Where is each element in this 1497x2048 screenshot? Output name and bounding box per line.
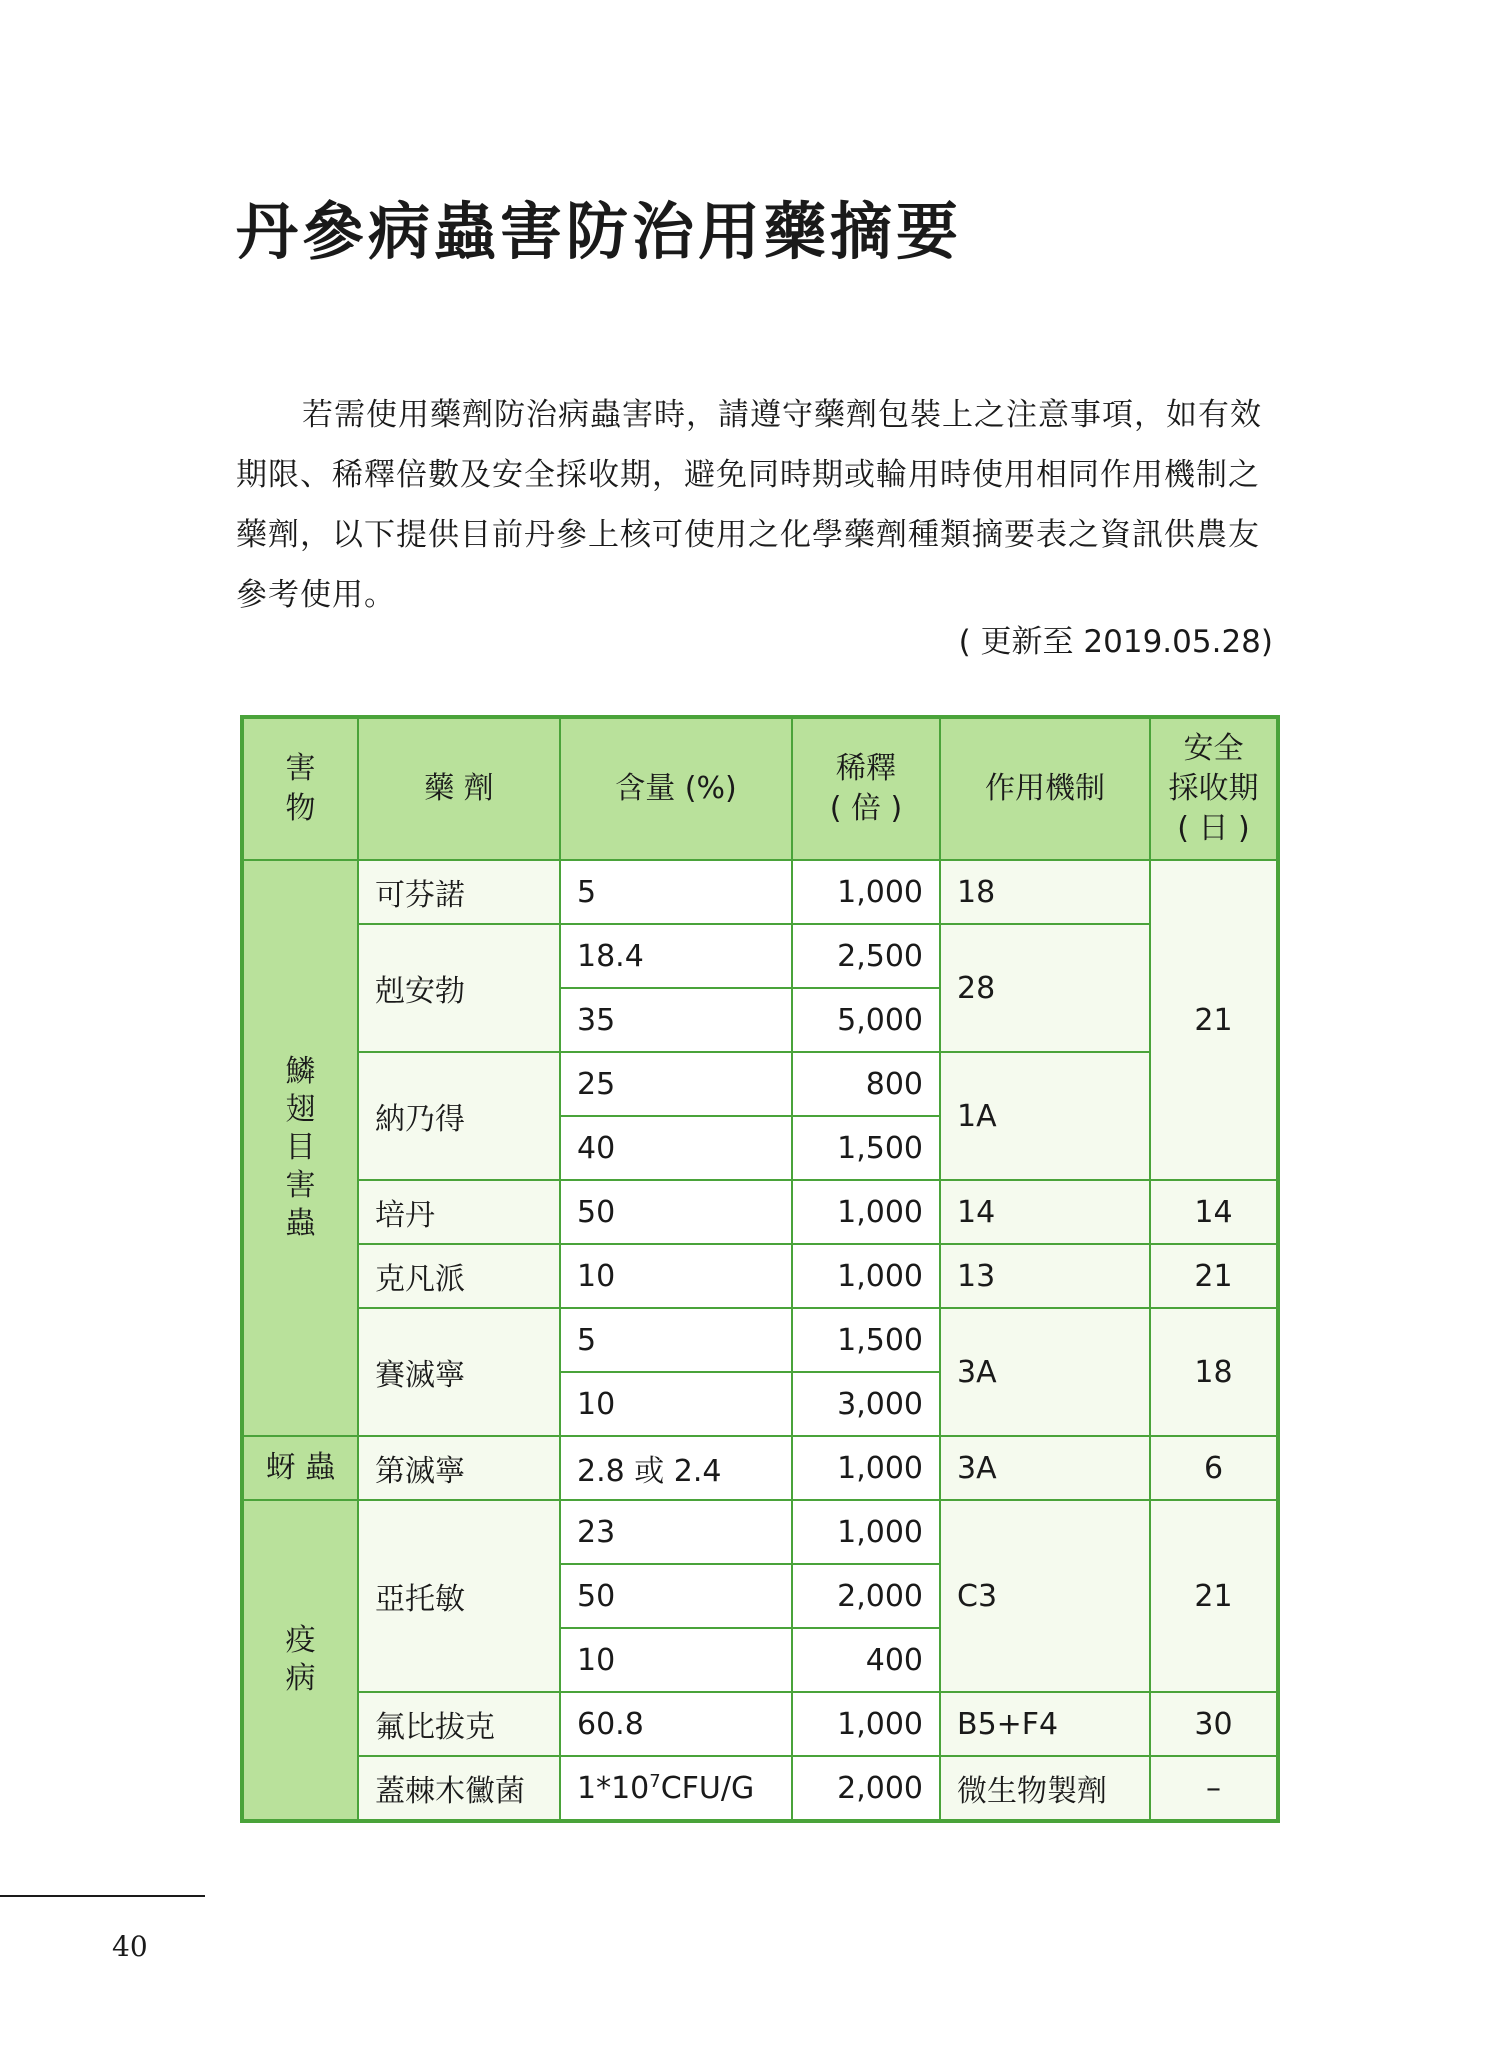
dilution-cell: 800 [792,1052,940,1116]
dilution-cell: 2,000 [792,1564,940,1628]
header-phi-line-3: ( 日 ) [1177,811,1250,846]
dilution-cell: 1,000 [792,1180,940,1244]
phi-cell: 21 [1150,1500,1278,1692]
category-lepidoptera [242,860,358,1436]
content-cell: 35 [560,988,792,1052]
drug-name: 可芬諾 [358,860,560,924]
table-row [242,1500,1278,1564]
page-number: 40 [112,1930,148,1963]
dilution-cell: 2,500 [792,924,940,988]
content-unit: CFU/G [660,1770,755,1806]
table-header-row [242,717,1278,860]
moa-cell: 28 [940,924,1150,1052]
content-cell: 10 [560,1628,792,1692]
category-char: 翅 [285,1092,316,1127]
category-char: 鱗 [285,1054,316,1089]
table-row [242,1756,1278,1821]
drug-name: 賽滅寧 [358,1308,560,1436]
content-cell: 50 [560,1180,792,1244]
dilution-cell: 3,000 [792,1372,940,1436]
phi-cell: 18 [1150,1308,1278,1436]
moa-cell: 18 [940,860,1150,924]
header-moa: 作用機制 [940,717,1150,860]
table-row [242,1308,1278,1372]
drug-name: 克凡派 [358,1244,560,1308]
table-row [242,1692,1278,1756]
dilution-cell: 1,000 [792,1692,940,1756]
moa-cell: 3A [940,1436,1150,1500]
header-content: 含量 (%) [560,717,792,860]
dilution-cell: 5,000 [792,988,940,1052]
footer-divider [0,1895,205,1897]
table-row [242,1244,1278,1308]
phi-cell: 21 [1150,860,1278,1180]
moa-cell: 13 [940,1244,1150,1308]
category-aphid: 蚜 蟲 [242,1436,358,1500]
table-row [242,1180,1278,1244]
update-note: ( 更新至 2019.05.28) [958,624,1273,660]
category-char: 病 [285,1661,316,1696]
header-pest-line-2: 物 [285,791,316,826]
header-pest [242,717,358,860]
phi-cell: – [1150,1756,1278,1821]
table-row [242,1436,1278,1500]
dilution-cell: 1,000 [792,1500,940,1564]
intro-paragraph [236,385,1281,625]
drug-name: 培丹 [358,1180,560,1244]
content-cell: 2.8 或 2.4 [560,1436,792,1500]
content-cell: 5 [560,1308,792,1372]
content-cell: 60.8 [560,1692,792,1756]
content-cell: 50 [560,1564,792,1628]
phi-cell: 30 [1150,1692,1278,1756]
dilution-cell: 1,500 [792,1308,940,1372]
table-row [242,860,1278,924]
header-phi-line-2: 採收期 [1168,771,1259,806]
content-cell: 10 [560,1372,792,1436]
content-cell: 40 [560,1116,792,1180]
phi-cell: 14 [1150,1180,1278,1244]
drug-name: 氟比拔克 [358,1692,560,1756]
header-drug: 藥 劑 [358,717,560,860]
moa-cell: B5+F4 [940,1692,1150,1756]
dilution-cell: 400 [792,1628,940,1692]
header-pest-line-1: 害 [285,751,316,786]
moa-cell: 1A [940,1052,1150,1180]
content-cell [560,1756,792,1821]
content-cell: 25 [560,1052,792,1116]
category-char: 疫 [285,1623,316,1658]
category-char: 害 [285,1168,316,1203]
category-char: 目 [285,1130,316,1165]
header-dilution [792,717,940,860]
pesticide-table [240,715,1280,1823]
header-dilution-line-1: 稀釋 [836,751,896,786]
drug-name: 納乃得 [358,1052,560,1180]
moa-cell: 微生物製劑 [940,1756,1150,1821]
drug-name: 亞托敏 [358,1500,560,1692]
phi-cell: 21 [1150,1244,1278,1308]
category-char: 蟲 [285,1206,316,1241]
table-row [242,1052,1278,1116]
intro-text: 若需使用藥劑防治病蟲害時，請遵守藥劑包裝上之注意事項，如有效期限、稀釋倍數及安全採收期，避免同時期或輪用時使用相同作用機制之藥劑，以下提供目前丹參上核可使用之化學藥劑種類摘要表之資訊供農友參考使用。 [236,397,1262,613]
moa-cell: 3A [940,1308,1150,1436]
content-base: 1*10 [577,1770,650,1806]
content-cell: 18.4 [560,924,792,988]
moa-cell: C3 [940,1500,1150,1692]
header-dilution-line-2: ( 倍 ) [829,791,903,826]
content-cell: 5 [560,860,792,924]
content-cell: 10 [560,1244,792,1308]
dilution-cell: 2,000 [792,1756,940,1821]
dilution-cell: 1,000 [792,1244,940,1308]
content-cell: 23 [560,1500,792,1564]
dilution-cell: 1,000 [792,860,940,924]
phi-cell: 6 [1150,1436,1278,1500]
moa-cell: 14 [940,1180,1150,1244]
category-blight [242,1500,358,1821]
table-row [242,924,1278,988]
page-title: 丹參病蟲害防治用藥摘要 [236,195,963,268]
header-phi [1150,717,1278,860]
dilution-cell: 1,500 [792,1116,940,1180]
header-phi-line-1: 安全 [1183,731,1244,766]
content-exponent: 7 [649,1770,661,1792]
drug-name: 蓋棘木黴菌 [358,1756,560,1821]
drug-name: 第滅寧 [358,1436,560,1500]
drug-name: 剋安勃 [358,924,560,1052]
dilution-cell: 1,000 [792,1436,940,1500]
